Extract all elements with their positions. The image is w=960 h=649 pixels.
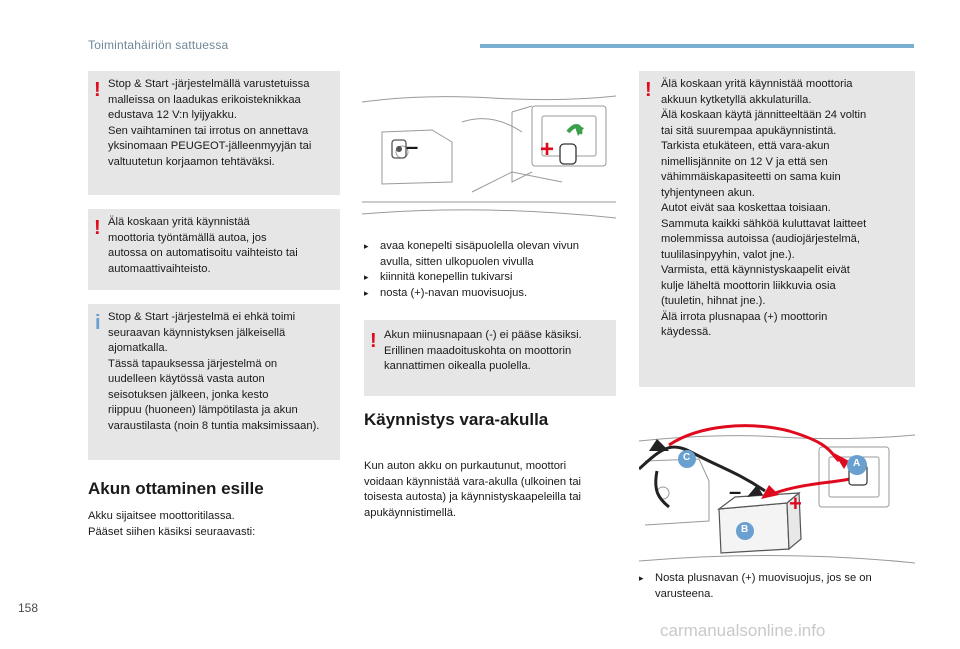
warning-box-battery-type bbox=[88, 71, 340, 195]
jump-start-intro-text: Kun auton akku on purkautunut, moottori voidaan käynnistää vara-akulla (ulkoinen tai toisesta autosta) ja käynnistyskaapeleilla tai apukäynnistimellä. bbox=[364, 460, 582, 519]
engine-bay-drawing bbox=[362, 72, 616, 224]
step-text: kiinnitä konepellin tukivarsi bbox=[380, 271, 513, 283]
list-item bbox=[364, 239, 614, 270]
header-title: Toimintahäiriön sattuessa bbox=[88, 38, 229, 52]
warning-icon: ! bbox=[645, 79, 652, 101]
warning-text: Stop & Start -järjestelmällä varustetuissa malleissa on laadukas erikoisteknikkaa edustava 12 V:n lyijyakku. Sen vaihtaminen tai irrotus on annettava yksinomaan PEUGEOT-jälleenmyyjän tai valtuutetun korjaamon tehtäväksi. bbox=[108, 78, 312, 168]
list-item bbox=[639, 571, 915, 602]
positive-terminal-symbol: + bbox=[789, 491, 802, 516]
positive-terminal-symbol: + bbox=[540, 136, 555, 163]
warning-icon: ! bbox=[94, 217, 101, 239]
warning-text: Akun miinusnapaan (-) ei pääse käsiksi. Erillinen maadoituskohta on moottorin kannattimen oikealla puolella. bbox=[384, 329, 582, 372]
bullet-icon: ▸ bbox=[364, 241, 369, 251]
warning-text: Älä koskaan yritä käynnistää moottoria akkuun kytketyllä akkulaturilla. Älä koskaan käytä jännitteeltään 24 voltin tai sitä suurempaa apukäynnistintä. Tarkista etukäteen, että vara-akun nimellisjännite on 12 V ja että sen vähimmäiskapasiteetti on sama kuin tyhjentyneen akun. Autot eivät saa koskettaa toisiaan. Sammuta kaikki sähköä kuluttavat laitteet molemmissa autoissa (audiojärjestelmä, tuulilasinpyyhin, valot jne.). Varmista, että käynnistyskaapelit eivät kulje läheltä moottorin liikkuvia osia (tuuletin, hihnat jne.). Älä irrota plusnapaa (+) moottorin käydessä. bbox=[661, 78, 867, 338]
info-box-stop-start bbox=[88, 304, 340, 460]
jump-start-drawing bbox=[639, 421, 915, 571]
jump-start-steps bbox=[639, 571, 915, 602]
info-text: Stop & Start -järjestelmä ei ehkä toimi seuraavan käynnistyksen jälkeisellä ajomatkalla. Tässä tapauksessa järjestelmä on uudelleen käytössä vasta auton seisotuksen jälkeen, jonka kesto riippuu (huoneen) lämpötilasta ja akun varaustilasta (noin 8 tuntia maksimissaan). bbox=[108, 311, 320, 432]
section-heading-jump-start: Käynnistys vara-akulla bbox=[364, 410, 549, 429]
hood-opening-steps bbox=[364, 239, 614, 301]
list-item bbox=[364, 270, 614, 286]
negative-terminal-symbol: – bbox=[729, 479, 742, 504]
page-number: 158 bbox=[18, 601, 39, 615]
warning-box-jump-start-safety bbox=[639, 71, 915, 387]
warning-icon: ! bbox=[94, 79, 101, 101]
bullet-icon: ▸ bbox=[639, 573, 644, 583]
list-item bbox=[364, 286, 614, 302]
watermark: carmanualsonline.info bbox=[660, 621, 826, 640]
bullet-icon: ▸ bbox=[364, 287, 369, 298]
warning-icon: ! bbox=[370, 330, 377, 352]
label-b: B bbox=[741, 524, 749, 535]
jump-start-cables-illustration bbox=[639, 421, 915, 571]
warning-box-negative-terminal bbox=[364, 320, 616, 396]
warning-text: Älä koskaan yritä käynnistää moottoria työntämällä autoa, jos autossa on automatisoitu vaihteisto tai automaattivaihteisto. bbox=[108, 216, 298, 275]
warning-box-push-start bbox=[88, 209, 340, 290]
negative-terminal-symbol: – bbox=[406, 134, 419, 159]
engine-bay-battery-illustration bbox=[362, 72, 616, 224]
info-icon: i bbox=[95, 312, 101, 334]
header-accent-bar bbox=[480, 44, 914, 48]
battery-location-text: Akku sijaitsee moottoritilassa. Pääset siihen käsiksi seuraavasti: bbox=[88, 510, 256, 538]
label-c: C bbox=[683, 452, 691, 463]
bullet-icon: ▸ bbox=[364, 272, 369, 282]
step-text: Nosta plusnavan (+) muovisuojus, jos se on varusteena. bbox=[655, 572, 872, 600]
step-text: nosta (+)-navan muovisuojus. bbox=[380, 286, 528, 299]
step-text: avaa konepelti sisäpuolella olevan vivun avulla, sitten ulkopuolen vivulla bbox=[380, 240, 580, 268]
label-a: A bbox=[853, 458, 861, 469]
section-heading-battery-access: Akun ottaminen esille bbox=[88, 479, 264, 498]
